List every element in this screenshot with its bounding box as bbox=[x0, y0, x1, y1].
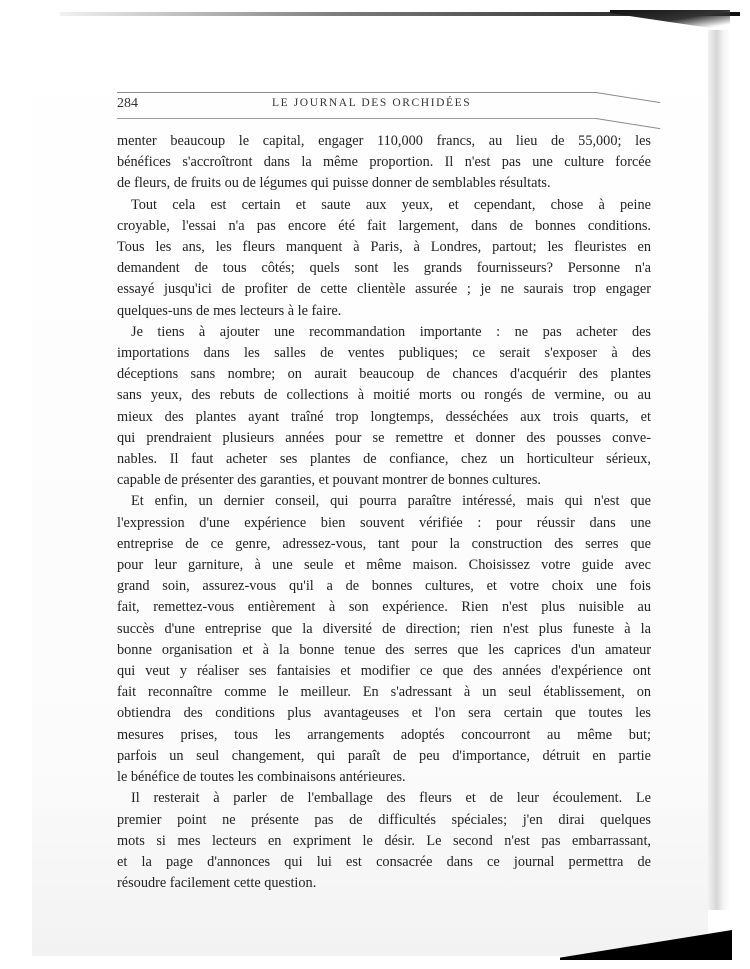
text-line: Il resterait à parler de l'emballage des fleurs et de leur écoulement. Le bbox=[131, 790, 651, 807]
text-line: de fleurs, de fruits ou de légumes qui puisse donner de semblables résultats. bbox=[117, 175, 551, 192]
text-line: fait reconnaître comme le meilleur. En s'adressant à un seul établissement, on bbox=[117, 684, 651, 701]
text-line: succès d'une entreprise que la diversité de direction; rien n'est plus funeste à la bbox=[117, 620, 651, 637]
text-line: l'expression d'une expérience bien souvent vérifiée : pour réussir dans une bbox=[117, 514, 651, 531]
text-line: capable de présenter des garanties, et pouvant montrer de bonnes cultures. bbox=[117, 472, 541, 489]
page-gutter-edge bbox=[708, 30, 730, 910]
text-line: quelques-uns de mes lecteurs à le faire. bbox=[117, 302, 342, 319]
paragraph bbox=[117, 131, 651, 195]
text-line: obtiendra des conditions plus avantageuses et l'on sera certain que toutes les bbox=[117, 705, 651, 722]
running-title: LE JOURNAL DES ORCHIDÉES bbox=[272, 97, 472, 109]
text-line: croyable, l'essai n'a pas encore été fait largement, dans de bonnes conditions. bbox=[117, 217, 651, 234]
text-line: mesures prises, tous les arrangements adoptés concourront au même but; bbox=[117, 726, 651, 743]
text-line: premier point ne présente pas de difficultés spéciales; j'en dirai quelques bbox=[117, 811, 651, 828]
text-line: résoudre facilement cette question. bbox=[117, 875, 317, 892]
text-line: demandent de tous côtés; quels sont les grands fournisseurs? Personne n'a bbox=[117, 260, 651, 277]
text-line: pour leur garniture, à une seule et même maison. Choisissez votre guide avec bbox=[117, 557, 651, 574]
text-line: entreprise de ce genre, adressez-vous, tant pour la construction des serres que bbox=[117, 535, 651, 552]
text-line: grand soin, assurez-vous qu'il a de bonnes cultures, et votre choix une fois bbox=[117, 578, 651, 595]
paragraph bbox=[117, 195, 651, 322]
text-line: menter beaucoup le capital, engager 110,000 francs, au lieu de 55,000; les bbox=[117, 133, 651, 149]
page-number: 284 bbox=[117, 96, 138, 111]
page-header bbox=[117, 96, 657, 114]
text-line: nables. Il faut acheter ses plantes de confiance, chez un horticulteur sérieux, bbox=[117, 451, 651, 468]
paragraph bbox=[117, 322, 651, 492]
text-line: parfois un seul changement, qui paraît de peu d'importance, détruit en partie bbox=[117, 747, 651, 764]
text-line: mots si mes lecteurs en expriment le désir. Le second n'est pas embarrassant, bbox=[117, 832, 651, 849]
text-line: sans yeux, des rebuts de collections à moitié morts ou rongés de vermine, ou au bbox=[117, 387, 651, 404]
article-body bbox=[117, 131, 651, 894]
text-line: Tout cela est certain et saute aux yeux, et cependant, chose à peine bbox=[131, 196, 651, 213]
text-line: qui veut y réaliser ses fantaisies et modifier ce que des années d'expérience ont bbox=[117, 663, 651, 680]
text-line: Je tiens à ajouter une recommandation importante : ne pas acheter des bbox=[131, 323, 651, 340]
text-line: le bénéfice de toutes les combinaisons antérieures. bbox=[117, 769, 406, 786]
text-line: bonne organisation et à la bonne tenue des serres que les caprices d'un amateur bbox=[117, 641, 651, 658]
text-line: fait, remettez-vous entièrement à son expérience. Rien n'est plus nuisible au bbox=[117, 599, 651, 616]
text-line: déceptions sans nombre; on aurait beaucoup de chances d'acquérir des plantes bbox=[117, 366, 651, 383]
text-line: Et enfin, un dernier conseil, qui pourra paraître intéressé, mais qui n'est que bbox=[131, 493, 651, 510]
text-line: qui prendraient plusieurs années pour se remettre et donner des pousses conve- bbox=[117, 429, 651, 446]
text-line: et la page d'annonces qui lui est consacrée dans ce journal permettra de bbox=[117, 853, 651, 870]
text-line: bénéfices s'accroîtront dans la même proportion. Il n'est pas une culture forcée bbox=[117, 154, 651, 171]
header-rule-top bbox=[117, 92, 597, 93]
text-line: Tous les ans, les fleurs manquent à Paris, à Londres, partout; les fleuristes en bbox=[117, 239, 651, 256]
paragraph bbox=[117, 491, 651, 788]
text-line: importations dans les salles de ventes publiques; ce serait s'exposer à des bbox=[117, 345, 651, 362]
text-line: mieux des plantes ayant traîné trop longtemps, desséchées aux trois quarts, et bbox=[117, 408, 651, 425]
text-line: essayé jusqu'ici de profiter de cette clientèle assurée ; je ne saurais trop engager bbox=[117, 281, 651, 298]
paragraph bbox=[117, 788, 651, 894]
header-rule-bottom bbox=[117, 118, 597, 119]
